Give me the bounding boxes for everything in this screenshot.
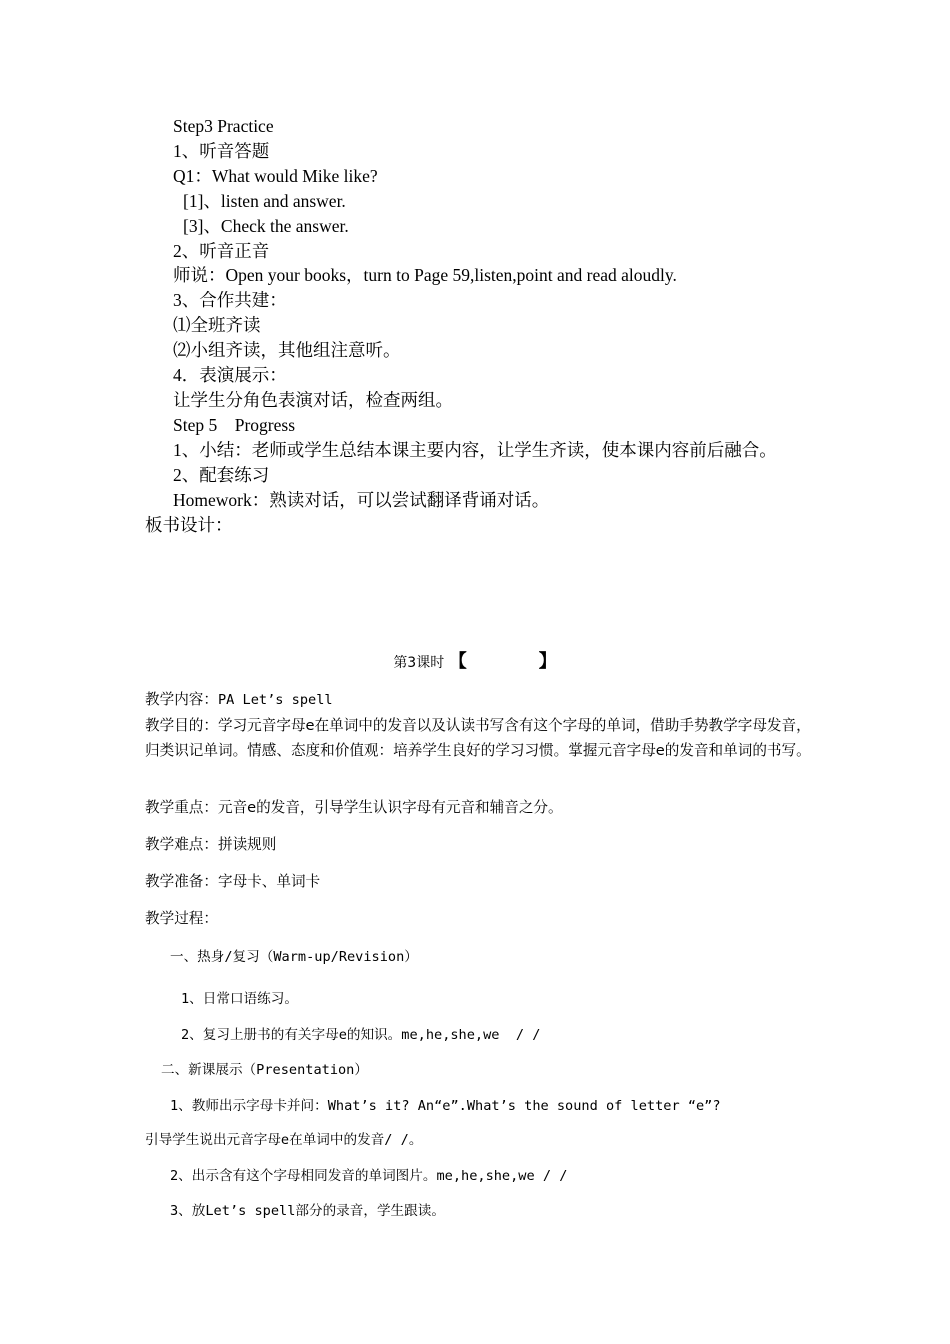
step-item: 1、小结：老师或学生总结本课主要内容，让学生齐读，使本课内容前后融合。 (173, 439, 777, 460)
preparation: 教学准备：字母卡、单词卡 (145, 873, 321, 890)
step3-heading: Step3 Practice (173, 116, 274, 136)
sub-step: [1]、listen and answer. (183, 190, 346, 211)
process-heading: 教学过程： (145, 910, 218, 927)
presentation-item: 3、放Let’s spell部分的录音，学生跟读。 (170, 1203, 445, 1219)
content-value: PA Let’s spell (217, 692, 333, 708)
step5-heading: Step 5 Progress (173, 414, 296, 435)
question-line: Q1：What would Mike like? (173, 165, 378, 186)
step-item: 3、合作共建： (173, 290, 287, 311)
board-design-label: 板书设计： (145, 514, 233, 535)
step-item: 2、听音正音 (173, 240, 270, 261)
sub-step: ⑵小组齐读，其他组注意听。 (173, 340, 401, 361)
teaching-goal: 教学目的：学习元音字母e在单词中的发音以及认读书写含有这个字母的单词，借助手势教学字母发音，归类识记单词。情感、态度和价值观：培养学生良好的学习习惯。掌握元音字母e的发音和单词的书写。 (145, 717, 811, 759)
step-item: 2、配套练习 (173, 464, 270, 485)
presentation-item: 2、出示含有这个字母相同发音的单词图片。me,he,she,we / / (170, 1168, 568, 1184)
content-label: 教学内容： (145, 691, 218, 708)
warmup-item: 2、复习上册书的有关字母e的知识。me,he,she,we / / (181, 1027, 541, 1043)
lesson-steps-section (0, 114, 950, 537)
difficulty: 教学难点：拼读规则 (145, 836, 277, 853)
bracket-close: 】 (538, 651, 557, 672)
step-item: 1、听音答题 (173, 140, 270, 161)
bracket-open: 【 (448, 651, 467, 672)
presentation-item-cont: 引导学生说出元音字母e在单词中的发音/ /。 (145, 1132, 423, 1148)
teacher-instruction: 师说：Open your books，turn to Page 59,listen,point and read aloudly. (173, 265, 677, 286)
sub-step: ⑴全班齐读 (173, 315, 261, 336)
presentation-item: 1、教师出示字母卡并问：What’s it? An“e”.What’s the sound of letter “e”? (170, 1098, 721, 1114)
step-detail: 让学生分角色表演对话，检查两组。 (173, 389, 453, 410)
lesson-title (0, 650, 950, 675)
sub-step: [3]、Check the answer. (183, 215, 349, 236)
warmup-item: 1、日常口语练习。 (181, 991, 298, 1007)
key-point: 教学重点：元音e的发音，引导学生认识字母有元音和辅音之分。 (145, 799, 563, 816)
warmup-heading: 一、热身/复习（Warm-up/Revision） (170, 949, 418, 965)
homework-line: Homework：熟读对话，可以尝试翻译背诵对话。 (173, 489, 550, 510)
presentation-heading: 二、新课展示（Presentation） (161, 1062, 368, 1078)
lesson-number: 第3课时 (393, 655, 445, 671)
step-item: 4．表演展示： (173, 365, 287, 386)
content-line (145, 688, 333, 712)
